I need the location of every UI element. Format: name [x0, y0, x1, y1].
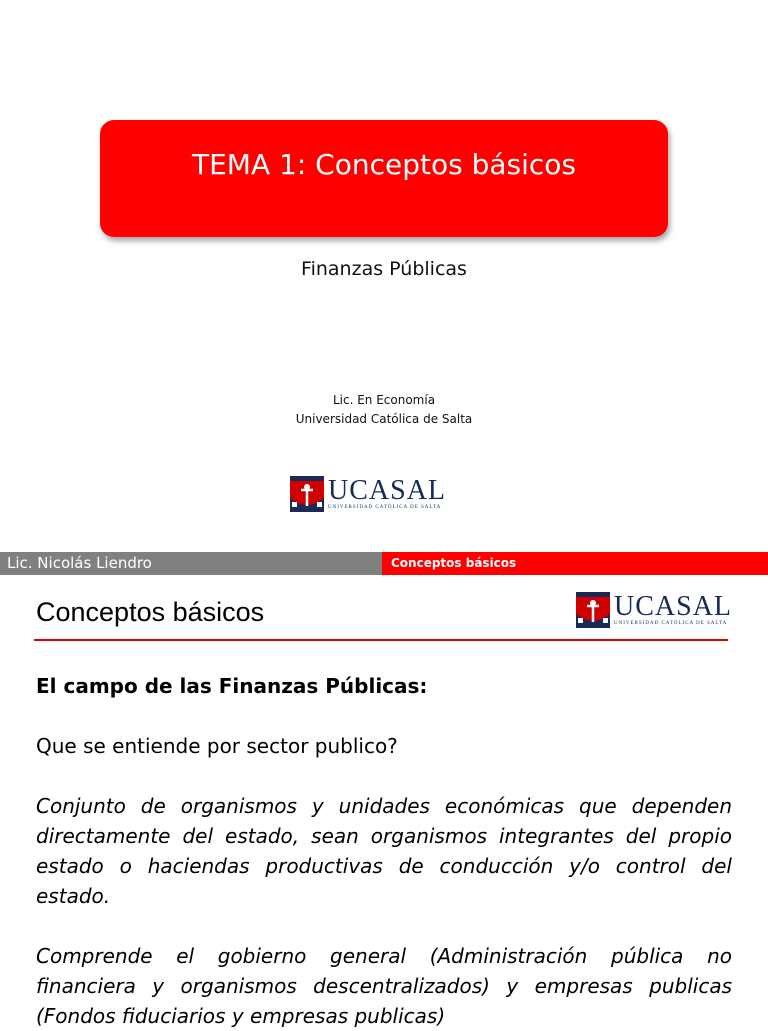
ucasal-logo-small [576, 592, 732, 628]
logo-tagline: UNIVERSIDAD CATÓLICA DE SALTA [614, 620, 728, 626]
ucasal-logo [290, 476, 446, 512]
section-heading: El campo de las Finanzas Públicas: [36, 674, 428, 698]
content-slide-title: Conceptos básicos [36, 597, 265, 627]
definition-paragraph: Conjunto de organismos y unidades económicas que dependen directamente del estado, sean organismos integrantes del propio estado o haciendas productivas de conducción y/o control del estado. [36, 794, 732, 908]
slide-body [36, 671, 732, 1031]
content-slide [0, 575, 768, 1028]
question-text: Que se entiende por sector publico? [36, 734, 398, 758]
logo-tagline: UNIVERSIDAD CATÓLICA DE SALTA [328, 504, 442, 510]
logo-name: UCASAL [328, 474, 447, 506]
title-divider [34, 639, 728, 641]
institution-info [0, 391, 768, 429]
footer-section: Conceptos básicos [382, 552, 768, 575]
title-banner [100, 120, 668, 237]
logo-name: UCASAL [614, 590, 733, 622]
university-label: Universidad Católica de Salta [295, 412, 473, 426]
university-shield-icon [290, 476, 324, 512]
scope-paragraph: Comprende el gobierno general (Administración pública no financiera y organismos descentralizados) y empresas publicas (Fondos fiduciarios y empresas publicas) [36, 944, 732, 1028]
slide-footer [0, 552, 768, 575]
slide-title: TEMA 1: Conceptos básicos [192, 148, 576, 181]
program-label: Lic. En Economía [332, 393, 436, 407]
footer-author: Lic. Nicolás Liendro [0, 552, 382, 575]
university-shield-icon [576, 592, 610, 628]
slide-subtitle: Finanzas Públicas [301, 258, 467, 280]
